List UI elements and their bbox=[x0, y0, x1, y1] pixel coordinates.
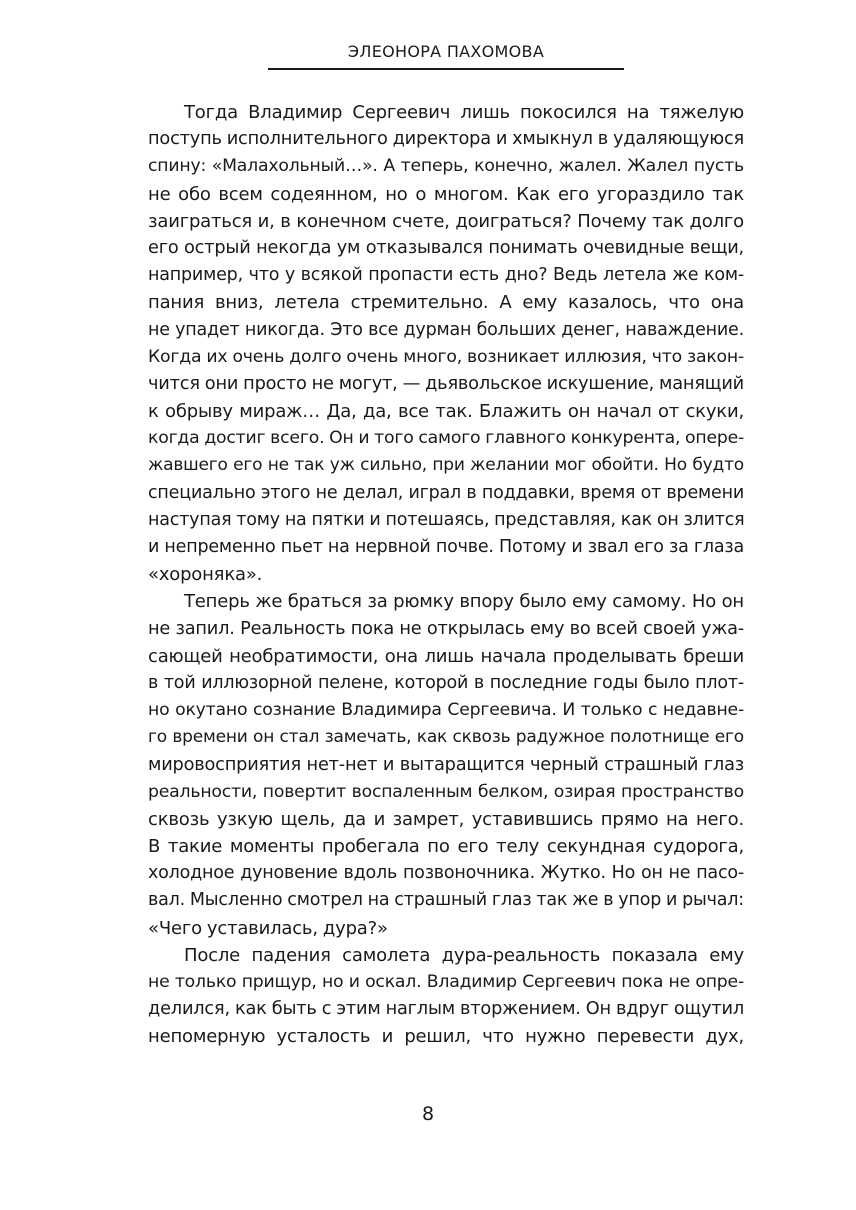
text-line: поступь исполнительного директора и хмыкнул в удаляющуюся bbox=[148, 129, 744, 150]
header-rule bbox=[268, 68, 624, 70]
text-line: В такие моменты пробегала по его телу секундная судорога, bbox=[148, 836, 744, 858]
body-text bbox=[148, 99, 744, 1051]
text-line: Когда их очень долго очень много, возникает иллюзия, что закон- bbox=[148, 346, 744, 367]
text-line: его острый некогда ум отказывался понимать очевидные вещи, bbox=[148, 237, 744, 258]
text-line: специально этого не делал, играл в поддавки, время от времени bbox=[148, 482, 744, 503]
text-line: холодное дуновение вдоль позвоночника. Жутко. Но он не пасо- bbox=[148, 863, 744, 884]
text-line: После падения самолета дура-реальность показала ему bbox=[184, 944, 744, 966]
running-head-author: ЭЛЕОНОРА ПАХОМОВА bbox=[347, 42, 545, 61]
text-line: Тогда Владимир Сергеевич лишь покосился на тяжелую bbox=[184, 102, 744, 123]
text-line: реальности, повертит воспаленным белком, озирая пространство bbox=[148, 781, 744, 802]
text-line: и непременно пьет на нервной почве. Потому и звал его за глаза bbox=[148, 537, 744, 557]
text-line: делился, как быть с этим наглым вторжением. Он вдруг ощутил bbox=[148, 999, 744, 1020]
text-line: наступая тому на пятки и потешаясь, представляя, как он злится bbox=[148, 509, 744, 530]
text-line: мировосприятия нет-нет и вытаращится черный страшный глаз bbox=[148, 754, 744, 775]
text-line: вал. Мысленно смотрел на страшный глаз так же в упор и рычал: bbox=[148, 890, 744, 911]
text-line: например, что у всякой пропасти есть дно? Ведь летела же ком- bbox=[148, 265, 744, 286]
text-line: «Чего уставилась, дура?» bbox=[148, 917, 388, 939]
text-line: заиграться и, в конечном счете, доиграться? Почему так долго bbox=[148, 210, 744, 232]
text-line: не упадет никогда. Это все дурман больших денег, наваждение. bbox=[148, 319, 744, 340]
text-line: не только прищур, но и оскал. Владимир Сергеевич пока не опре- bbox=[148, 972, 744, 992]
text-line: непомерную усталость и решил, что нужно перевести дух, bbox=[148, 1026, 744, 1048]
text-line: в той иллюзорной пелене, которой в последние годы было плот- bbox=[148, 672, 744, 693]
text-line: чится они просто не могут, — дьявольское искушение, манящий bbox=[148, 373, 744, 394]
text-line: сающей необратимости, она лишь начала проделывать бреши bbox=[148, 645, 744, 667]
text-line: пания вниз, летела стремительно. А ему казалось, что она bbox=[148, 292, 744, 314]
text-line: спину: «Малахольный…». А теперь, конечно, жалел. Жалел пусть bbox=[148, 156, 744, 177]
text-line: сквозь узкую щель, да и замрет, уставившись прямо на него. bbox=[148, 808, 744, 830]
text-line: когда достиг всего. Он и того самого главного конкурента, опере- bbox=[148, 428, 744, 449]
text-line: к обрыву мираж… Да, да, все так. Блажить он начал от скуки, bbox=[148, 401, 744, 423]
text-line: не запил. Реальность пока не открылась ему во всей своей ужа- bbox=[148, 618, 744, 639]
page-number: 8 bbox=[421, 1103, 435, 1125]
text-line: «хороняка». bbox=[148, 564, 263, 586]
text-line: но окутано сознание Владимира Сергеевича. И только с недавне- bbox=[148, 700, 744, 721]
text-line: не обо всем содеянном, но о многом. Как его угораздило так bbox=[148, 183, 744, 205]
text-line: Теперь же браться за рюмку впору было ему самому. Но он bbox=[184, 591, 744, 613]
text-line: жавшего его не так уж сильно, при желании мог обойти. Но будто bbox=[148, 455, 744, 476]
text-line: го времени он стал замечать, как сквозь радужное полотнище его bbox=[148, 727, 744, 748]
